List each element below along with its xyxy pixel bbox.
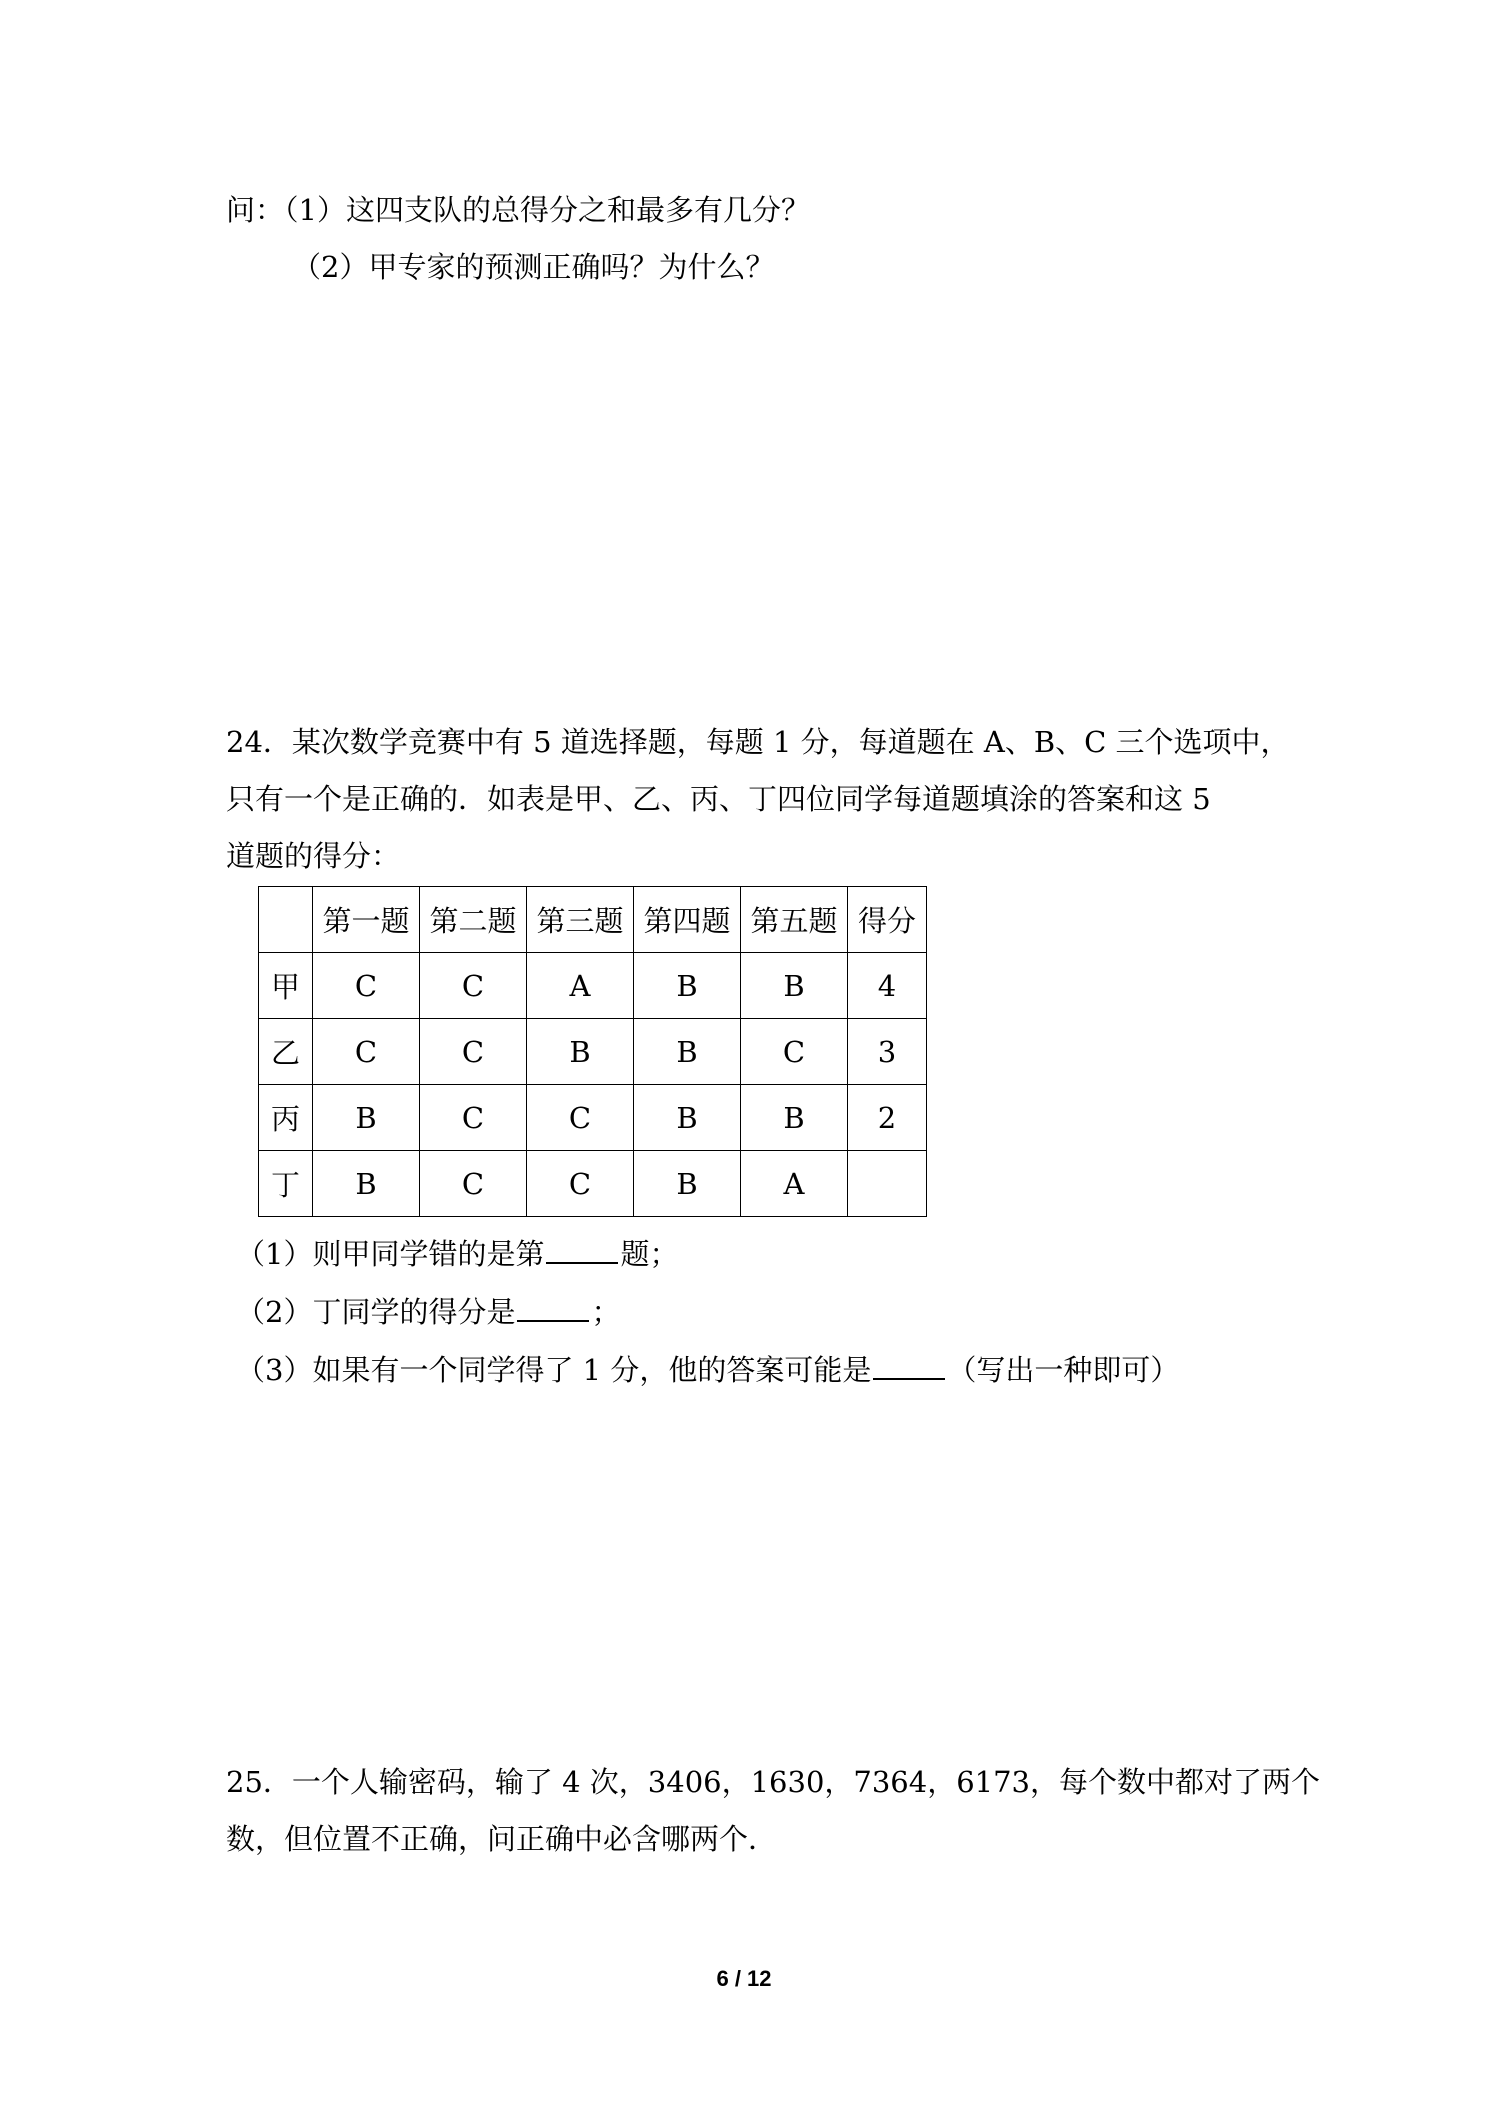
table-cell: B <box>634 1085 741 1151</box>
prev-question-part2: （2）甲专家的预测正确吗？为什么？ <box>292 250 775 284</box>
table-cell: A <box>527 953 634 1019</box>
q24-sub1-tail: 题； <box>620 1237 679 1271</box>
table-cell: C <box>420 1151 527 1217</box>
q24-stem-line3: 道题的得分： <box>226 839 401 873</box>
answer-blank[interactable] <box>517 1290 589 1322</box>
table-cell: B <box>313 1085 420 1151</box>
q24-sub1 <box>236 1232 678 1274</box>
table-cell: C <box>527 1085 634 1151</box>
table-cell: C <box>527 1151 634 1217</box>
q24-sub1-text: （1）则甲同学错的是第 <box>236 1237 545 1271</box>
table-cell: B <box>634 953 741 1019</box>
q24-sub2-text: （2）丁同学的得分是 <box>236 1295 516 1329</box>
table-header-cell <box>259 887 313 953</box>
table-cell: A <box>741 1151 848 1217</box>
table-row <box>259 1085 927 1151</box>
table-cell: 3 <box>848 1019 927 1085</box>
q25-stem-line2: 数，但位置不正确，问正确中必含哪两个． <box>226 1822 778 1856</box>
answer-blank[interactable] <box>873 1348 945 1380</box>
table-cell: B <box>313 1151 420 1217</box>
answer-blank[interactable] <box>546 1232 618 1264</box>
q24-sub3 <box>236 1348 1179 1390</box>
table-cell <box>848 1151 927 1217</box>
table-header-cell: 第二题 <box>420 887 527 953</box>
table-header-cell: 第四题 <box>634 887 741 953</box>
table-header-row <box>259 887 927 953</box>
table-cell: C <box>313 953 420 1019</box>
table-row-label: 丙 <box>259 1085 313 1151</box>
table-cell: 4 <box>848 953 927 1019</box>
table-cell: C <box>420 1019 527 1085</box>
table-row <box>259 953 927 1019</box>
table-cell: B <box>741 953 848 1019</box>
q24-stem-line1: 24．某次数学竞赛中有 5 道选择题，每题 1 分，每道题在 A、B、C 三个选项中， <box>226 725 1290 759</box>
q24-sub2 <box>236 1290 620 1332</box>
table-cell: B <box>741 1085 848 1151</box>
q24-answer-table <box>258 886 927 1217</box>
table-cell: 2 <box>848 1085 927 1151</box>
table-row-label: 甲 <box>259 953 313 1019</box>
prev-question-part1: 问：（1）这四支队的总得分之和最多有几分？ <box>226 193 810 227</box>
table-header-cell: 第一题 <box>313 887 420 953</box>
table-cell: C <box>741 1019 848 1085</box>
q24-sub3-text: （3）如果有一个同学得了 1 分，他的答案可能是 <box>236 1353 872 1387</box>
table-row <box>259 1019 927 1085</box>
q24-stem-line2: 只有一个是正确的．如表是甲、乙、丙、丁四位同学每道题填涂的答案和这 5 <box>226 782 1211 816</box>
page-number: 6 / 12 <box>716 1966 772 1991</box>
table-header-cell: 第三题 <box>527 887 634 953</box>
table-header-cell: 第五题 <box>741 887 848 953</box>
table-row <box>259 1151 927 1217</box>
table-cell: C <box>313 1019 420 1085</box>
q24-sub3-tail: （写出一种即可） <box>947 1353 1180 1387</box>
table-row-label: 乙 <box>259 1019 313 1085</box>
table-header-cell: 得分 <box>848 887 927 953</box>
table-cell: B <box>634 1151 741 1217</box>
table-cell: C <box>420 953 527 1019</box>
q25-stem-line1: 25．一个人输密码，输了 4 次，3406，1630，7364，6173，每个数中都对了两个 <box>226 1765 1321 1799</box>
table-row-label: 丁 <box>259 1151 313 1217</box>
q24-sub2-tail: ； <box>591 1295 621 1329</box>
table-cell: B <box>634 1019 741 1085</box>
table-cell: B <box>527 1019 634 1085</box>
table-cell: C <box>420 1085 527 1151</box>
